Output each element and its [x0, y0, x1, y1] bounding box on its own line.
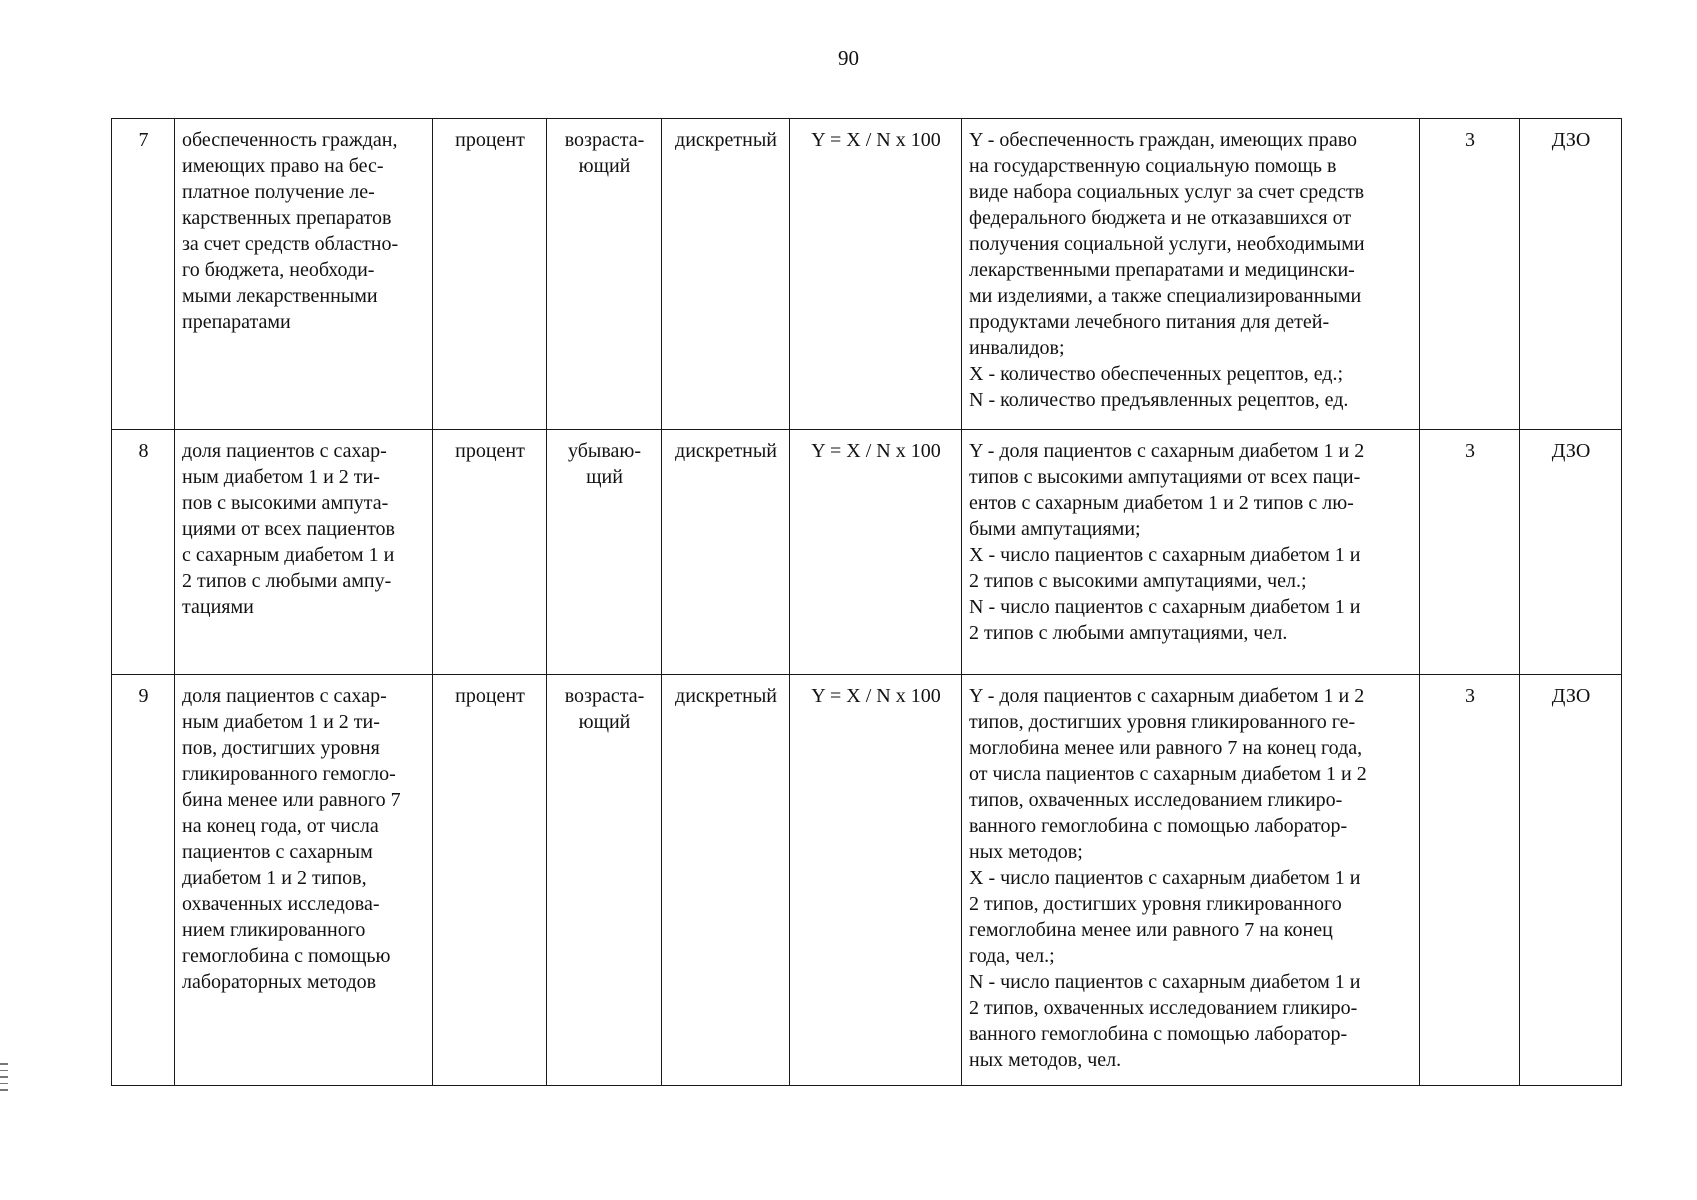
description-line: инвалидов;: [969, 337, 1065, 359]
description-cell: [962, 430, 1420, 675]
formula-cell: Y = X / N x 100: [790, 430, 962, 675]
description-line: 2 типов с любыми ампутациями, чел.: [969, 622, 1288, 644]
name-line: платное получение ле-: [182, 181, 375, 203]
description-line: ванного гемоглобина с помощью лаборатор-: [969, 815, 1348, 837]
name-line: ным диабетом 1 и 2 ти-: [182, 466, 380, 488]
name-line: пов с высокими ампута-: [182, 492, 389, 514]
description-line: типов, достигших уровня гликированного ге-: [969, 711, 1356, 733]
description-line: лекарственными препаратами и медицински-: [969, 259, 1355, 281]
indicator-name-cell: [175, 675, 433, 1086]
description-line: N - число пациентов с сахарным диабетом 1 и: [969, 596, 1361, 618]
description-line: типов, охваченных исследованием гликиро-: [969, 789, 1343, 811]
name-line: мыми лекарственными: [182, 285, 378, 307]
name-line: 2 типов с любыми ампу-: [182, 570, 392, 592]
row-number-cell: 9: [112, 675, 175, 1086]
code-cell: 3: [1420, 430, 1520, 675]
description-line: X - число пациентов с сахарным диабетом 1 и: [969, 867, 1361, 889]
type-cell: дискретный: [662, 430, 790, 675]
indicators-table: [111, 118, 1622, 1086]
description-line: от числа пациентов с сахарным диабетом 1 и 2: [969, 763, 1367, 785]
description-line: получения социальной услуги, необходимыми: [969, 233, 1365, 255]
description-line: года, чел.;: [969, 945, 1055, 967]
description-line: N - количество предъявленных рецептов, ед.: [969, 389, 1349, 411]
name-line: гликированного гемогло-: [182, 763, 396, 785]
unit-cell: процент: [433, 430, 547, 675]
binding-margin-marks: [0, 1063, 8, 1096]
name-line: циями от всех пациентов: [182, 518, 395, 540]
row-number-cell: 8: [112, 430, 175, 675]
trend-line: ющий: [578, 155, 631, 177]
org-cell: ДЗО: [1520, 430, 1622, 675]
name-line: на конец года, от числа: [182, 815, 379, 837]
name-line: го бюджета, необходи-: [182, 259, 375, 281]
name-line: доля пациентов с сахар-: [182, 685, 387, 707]
name-line: пов, достигших уровня: [182, 737, 380, 759]
description-line: быми ампутациями;: [969, 518, 1141, 540]
code-cell: 3: [1420, 119, 1520, 430]
description-line: виде набора социальных услуг за счет средств: [969, 181, 1365, 203]
description-line: на государственную социальную помощь в: [969, 155, 1337, 177]
trend-line: ющий: [578, 711, 631, 733]
name-line: с сахарным диабетом 1 и: [182, 544, 395, 566]
name-line: бина менее или равного 7: [182, 789, 401, 811]
name-line: препаратами: [182, 311, 291, 333]
description-line: Y - доля пациентов с сахарным диабетом 1 и 2: [969, 440, 1365, 462]
formula-cell: Y = X / N x 100: [790, 119, 962, 430]
description-line: федерального бюджета и не отказавшихся от: [969, 207, 1352, 229]
unit-cell: процент: [433, 119, 547, 430]
trend-line: убываю-: [567, 440, 641, 462]
name-line: тациями: [182, 596, 254, 618]
name-line: охваченных исследова-: [182, 893, 380, 915]
page-number: 90: [838, 46, 859, 70]
name-line: обеспеченность граждан,: [182, 129, 398, 151]
type-cell: дискретный: [662, 119, 790, 430]
trend-line: щий: [586, 466, 623, 488]
name-line: диабетом 1 и 2 типов,: [182, 867, 367, 889]
trend-line: возраста-: [564, 129, 645, 151]
description-line: N - число пациентов с сахарным диабетом 1 и: [969, 971, 1361, 993]
description-line: продуктами лечебного питания для детей-: [969, 311, 1330, 333]
table-row: [112, 119, 1622, 430]
table-body: [112, 119, 1622, 1086]
indicator-name-cell: [175, 119, 433, 430]
margin-tick: [0, 1063, 8, 1065]
org-cell: ДЗО: [1520, 675, 1622, 1086]
description-line: ных методов;: [969, 841, 1083, 863]
description-line: ных методов, чел.: [969, 1049, 1122, 1071]
description-line: Y - доля пациентов с сахарным диабетом 1 и 2: [969, 685, 1365, 707]
name-line: доля пациентов с сахар-: [182, 440, 387, 462]
trend-cell: [547, 119, 662, 430]
row-number-cell: 7: [112, 119, 175, 430]
code-cell: 3: [1420, 675, 1520, 1086]
description-line: ми изделиями, а также специализированными: [969, 285, 1362, 307]
org-cell: ДЗО: [1520, 119, 1622, 430]
indicator-name-cell: [175, 430, 433, 675]
margin-tick: [0, 1089, 8, 1091]
trend-line: возраста-: [564, 685, 645, 707]
description-line: ванного гемоглобина с помощью лаборатор-: [969, 1023, 1348, 1045]
description-line: 2 типов, достигших уровня гликированного: [969, 893, 1342, 915]
description-cell: [962, 119, 1420, 430]
table-row: [112, 675, 1622, 1086]
name-line: за счет средств областно-: [182, 233, 399, 255]
margin-tick: [0, 1076, 8, 1078]
description-line: гемоглобина менее или равного 7 на конец: [969, 919, 1333, 941]
name-line: пациентов с сахарным: [182, 841, 373, 863]
trend-cell: [547, 675, 662, 1086]
description-line: X - количество обеспеченных рецептов, ед.;: [969, 363, 1344, 385]
name-line: имеющих право на бес-: [182, 155, 384, 177]
name-line: лабораторных методов: [182, 971, 377, 993]
description-line: X - число пациентов с сахарным диабетом 1 и: [969, 544, 1361, 566]
description-cell: [962, 675, 1420, 1086]
description-line: моглобина менее или равного 7 на конец года,: [969, 737, 1363, 759]
description-line: 2 типов с высокими ампутациями, чел.;: [969, 570, 1307, 592]
trend-cell: [547, 430, 662, 675]
margin-tick: [0, 1070, 8, 1072]
table-row: [112, 430, 1622, 675]
unit-cell: процент: [433, 675, 547, 1086]
description-line: 2 типов, охваченных исследованием гликиро-: [969, 997, 1358, 1019]
formula-cell: Y = X / N x 100: [790, 675, 962, 1086]
margin-tick: [0, 1083, 8, 1085]
type-cell: дискретный: [662, 675, 790, 1086]
description-line: типов с высокими ампутациями от всех паци-: [969, 466, 1361, 488]
description-line: ентов с сахарным диабетом 1 и 2 типов с лю-: [969, 492, 1354, 514]
description-line: Y - обеспеченность граждан, имеющих право: [969, 129, 1358, 151]
name-line: ным диабетом 1 и 2 ти-: [182, 711, 380, 733]
name-line: гемоглобина с помощью: [182, 945, 391, 967]
name-line: нием гликированного: [182, 919, 366, 941]
name-line: карственных препаратов: [182, 207, 392, 229]
